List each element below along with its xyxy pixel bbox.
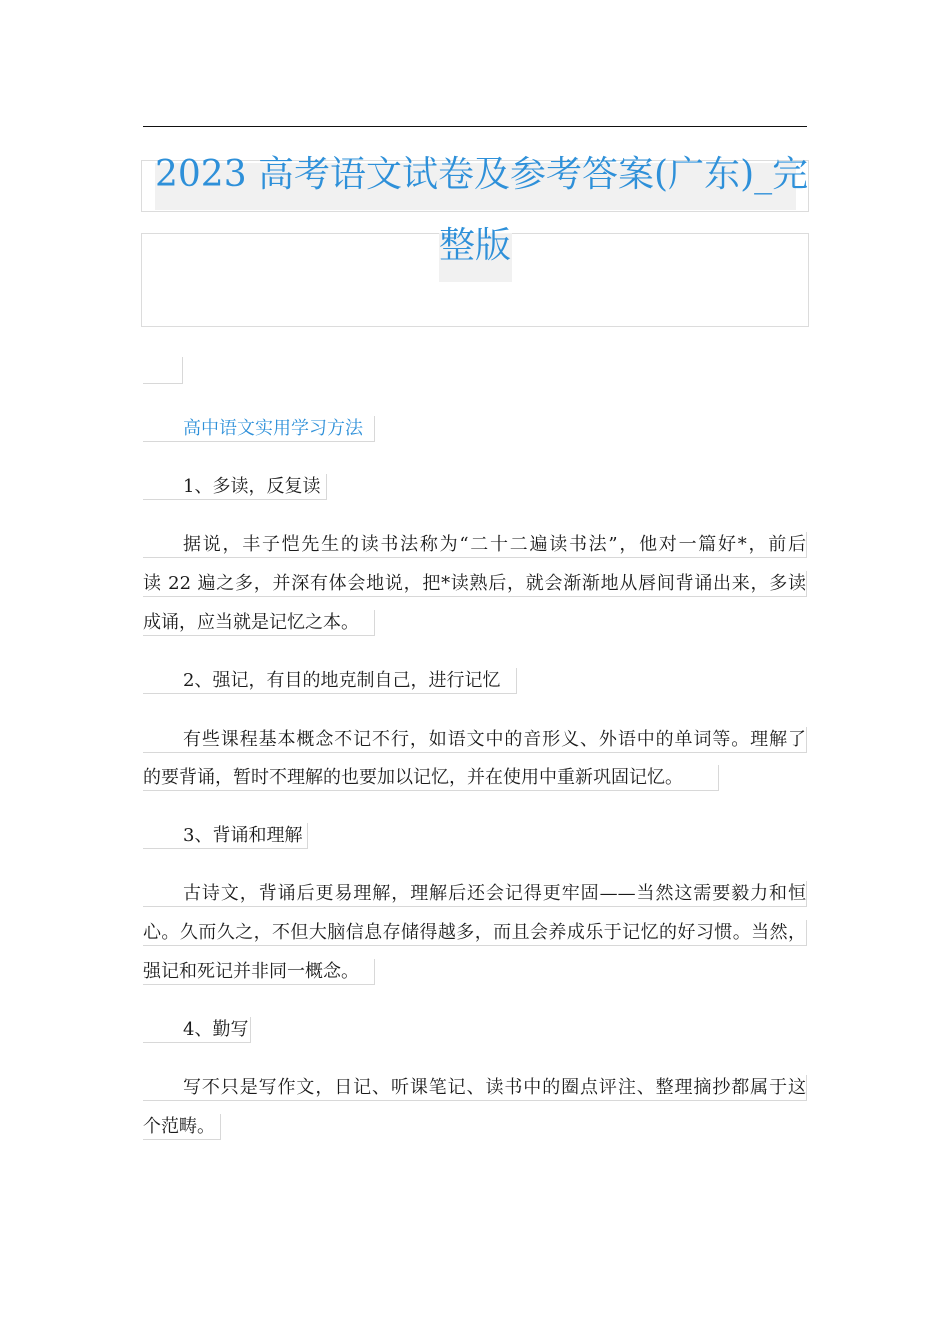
empty-paragraph-marker	[143, 357, 183, 384]
paragraph-4-line-2: 个范畴。	[143, 1114, 221, 1140]
paragraph-4-line-1: 写不只是写作文，日记、听课笔记、读书中的圈点评注、整理摘抄都属于这	[143, 1075, 807, 1101]
paragraph-1-line-1: 据说，丰子恺先生的读书法称为“二十二遍读书法”，他对一篇好*，前后	[143, 532, 807, 558]
paragraph-2-line-2: 的要背诵，暂时不理解的也要加以记忆，并在使用中重新巩固记忆。	[143, 765, 719, 791]
header-rule	[143, 126, 807, 127]
subheading-4: 4、勤写	[143, 1017, 251, 1043]
paragraph-1-line-3: 成诵，应当就是记忆之本。	[143, 610, 375, 636]
paragraph-1-line-2: 读 22 遍之多，并深有体会地说，把*读熟后，就会渐渐地从唇间背诵出来，多读	[143, 571, 807, 597]
subheading-2: 2、强记，有目的地克制自己，进行记忆	[143, 668, 517, 694]
document-title-line2: 整版	[439, 225, 512, 266]
section-heading: 高中语文实用学习方法	[143, 416, 375, 442]
subheading-3: 3、背诵和理解	[143, 823, 308, 849]
paragraph-2-line-1: 有些课程基本概念不记不行，如语文中的音形义、外语中的单词等。理解了	[143, 727, 807, 753]
paragraph-3-line-1: 古诗文，背诵后更易理解，理解后还会记得更牢固——当然这需要毅力和恒	[143, 881, 807, 907]
paragraph-3-line-2: 心。久而久之，不但大脑信息存储得越多，而且会养成乐于记忆的好习惯。当然，	[143, 920, 807, 946]
document-title-line1: 2023 高考语文试卷及参考答案(广东)_完	[155, 154, 809, 195]
paragraph-3-line-3: 强记和死记并非同一概念。	[143, 959, 375, 985]
subheading-1: 1、多读，反复读	[143, 474, 327, 500]
